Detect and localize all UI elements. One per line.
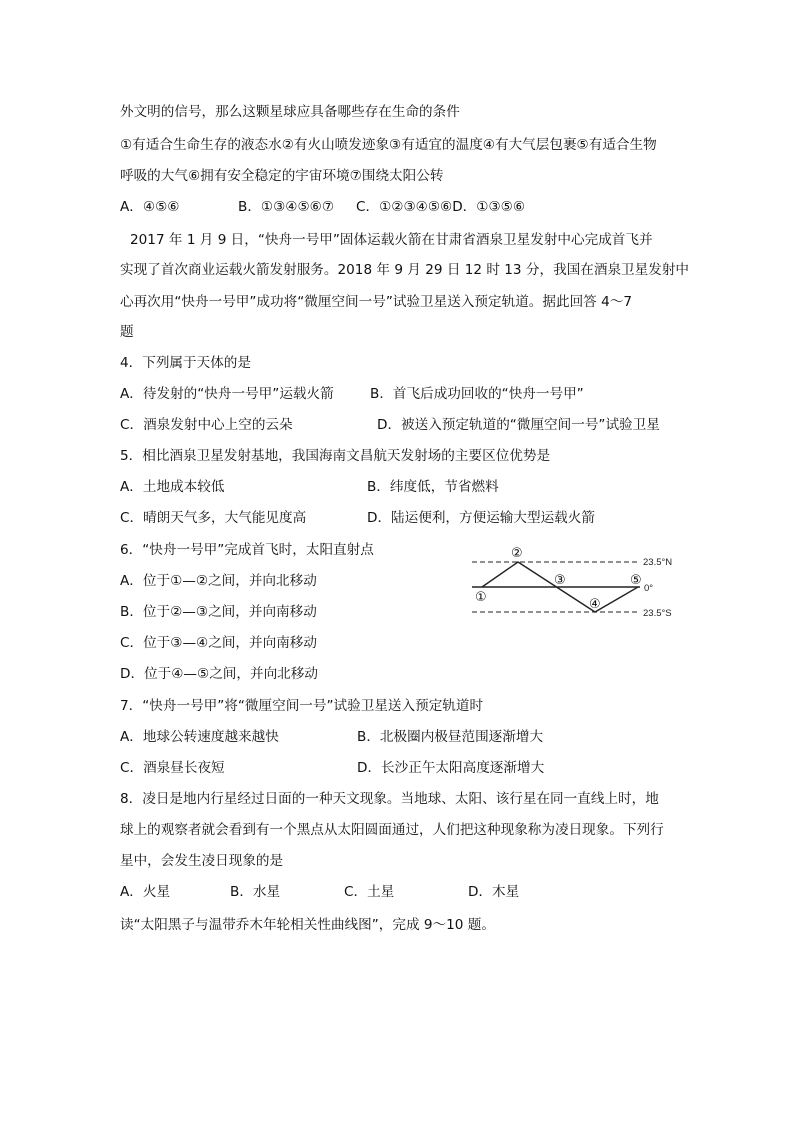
point-4: ④ <box>589 596 601 611</box>
q3-option-b: B．①③④⑤⑥⑦ <box>238 199 335 215</box>
q8-stem: 8．凌日是地内行星经过日面的一种天文现象。当地球、太阳、该行星在同一直线上时，地 <box>120 791 659 807</box>
q4-option-d: D．被送入预定轨道的“微厘空间一号”试验卫星 <box>377 417 660 433</box>
label-23-5-n: 23.5°N <box>643 557 673 568</box>
point-2: ② <box>511 545 523 560</box>
passage-line: 实现了首次商业运载火箭发射服务。2018 年 9 月 29 日 12 时 13 分，我国在酒泉卫星发射中 <box>120 262 690 278</box>
point-1: ① <box>475 589 487 604</box>
reading-instruction: 读“太阳黑子与温带乔木年轮相关性曲线图”，完成 9～10 题。 <box>120 917 495 933</box>
passage-line: 题 <box>120 324 134 340</box>
q6-option-c: C．位于③—④之间，并向南移动 <box>120 635 317 651</box>
q8-stem: 星中，会发生凌日现象的是 <box>120 853 284 869</box>
q6-option-b: B．位于②—③之间，并向南移动 <box>120 604 317 620</box>
q7-option-c: C．酒泉昼长夜短 <box>120 760 225 776</box>
q8-option-d: D．木星 <box>468 884 520 900</box>
passage-line: 2017 年 1 月 9 日，“快舟一号甲”固体运载火箭在甘肃省酒泉卫星发射中心完成首飞并 <box>130 232 653 248</box>
q5-option-c: C．晴朗天气多，大气能见度高 <box>120 510 307 526</box>
q5-option-d: D．陆运便利，方便运输大型运载火箭 <box>367 510 595 526</box>
solar-declination-diagram <box>462 540 682 630</box>
text-line: 呼吸的大气⑥拥有安全稳定的宇宙环境⑦围绕太阳公转 <box>120 168 444 184</box>
text-line: 外文明的信号，那么这颗星球应具备哪些存在生命的条件 <box>120 104 460 120</box>
q7-option-b: B．北极圈内极昼范围逐渐增大 <box>357 729 544 745</box>
q4-option-a: A．待发射的“快舟一号甲”运载火箭 <box>120 386 334 402</box>
point-3: ③ <box>554 572 566 587</box>
q4-stem: 4．下列属于天体的是 <box>120 355 251 371</box>
q6-option-a: A．位于①—②之间，并向北移动 <box>120 573 317 589</box>
q3-option-a: A．④⑤⑥ <box>120 199 180 215</box>
label-equator: 0° <box>644 583 654 594</box>
text-line: ①有适合生命生存的液态水②有火山喷发迹象③有适宜的温度④有大气层包裹⑤有适合生物 <box>120 137 657 153</box>
point-5: ⑤ <box>630 572 642 587</box>
q8-stem: 球上的观察者就会看到有一个黑点从太阳圆面通过，人们把这种现象称为凌日现象。下列行 <box>120 822 664 838</box>
q7-stem: 7．“快舟一号甲”将“微厘空间一号”试验卫星送入预定轨道时 <box>120 698 484 714</box>
q5-stem: 5．相比酒泉卫星发射基地，我国海南文昌航天发射场的主要区位优势是 <box>120 448 551 464</box>
q7-option-a: A．地球公转速度越来越快 <box>120 729 279 745</box>
q8-option-b: B．水星 <box>230 884 281 900</box>
q6-stem: 6．“快舟一号甲”完成首飞时，太阳直射点 <box>120 542 374 558</box>
q7-option-d: D．长沙正午太阳高度逐渐增大 <box>357 760 545 776</box>
q8-option-c: C．土星 <box>344 884 395 900</box>
q5-option-b: B．纬度低，节省燃料 <box>367 479 499 495</box>
q8-option-a: A．火星 <box>120 884 171 900</box>
q4-option-b: B．首飞后成功回收的“快舟一号甲” <box>370 386 584 402</box>
q5-option-a: A．土地成本较低 <box>120 479 225 495</box>
label-23-5-s: 23.5°S <box>643 608 672 619</box>
q6-option-d: D．位于④—⑤之间，并向北移动 <box>120 666 318 682</box>
passage-line: 心再次用“快舟一号甲”成功将“微厘空间一号”试验卫星送入预定轨道。据此回答 4～7 <box>120 294 632 310</box>
q4-option-c: C．酒泉发射中心上空的云朵 <box>120 417 293 433</box>
q3-option-cd: C．①②③④⑤⑥D．①③⑤⑥ <box>356 199 526 215</box>
